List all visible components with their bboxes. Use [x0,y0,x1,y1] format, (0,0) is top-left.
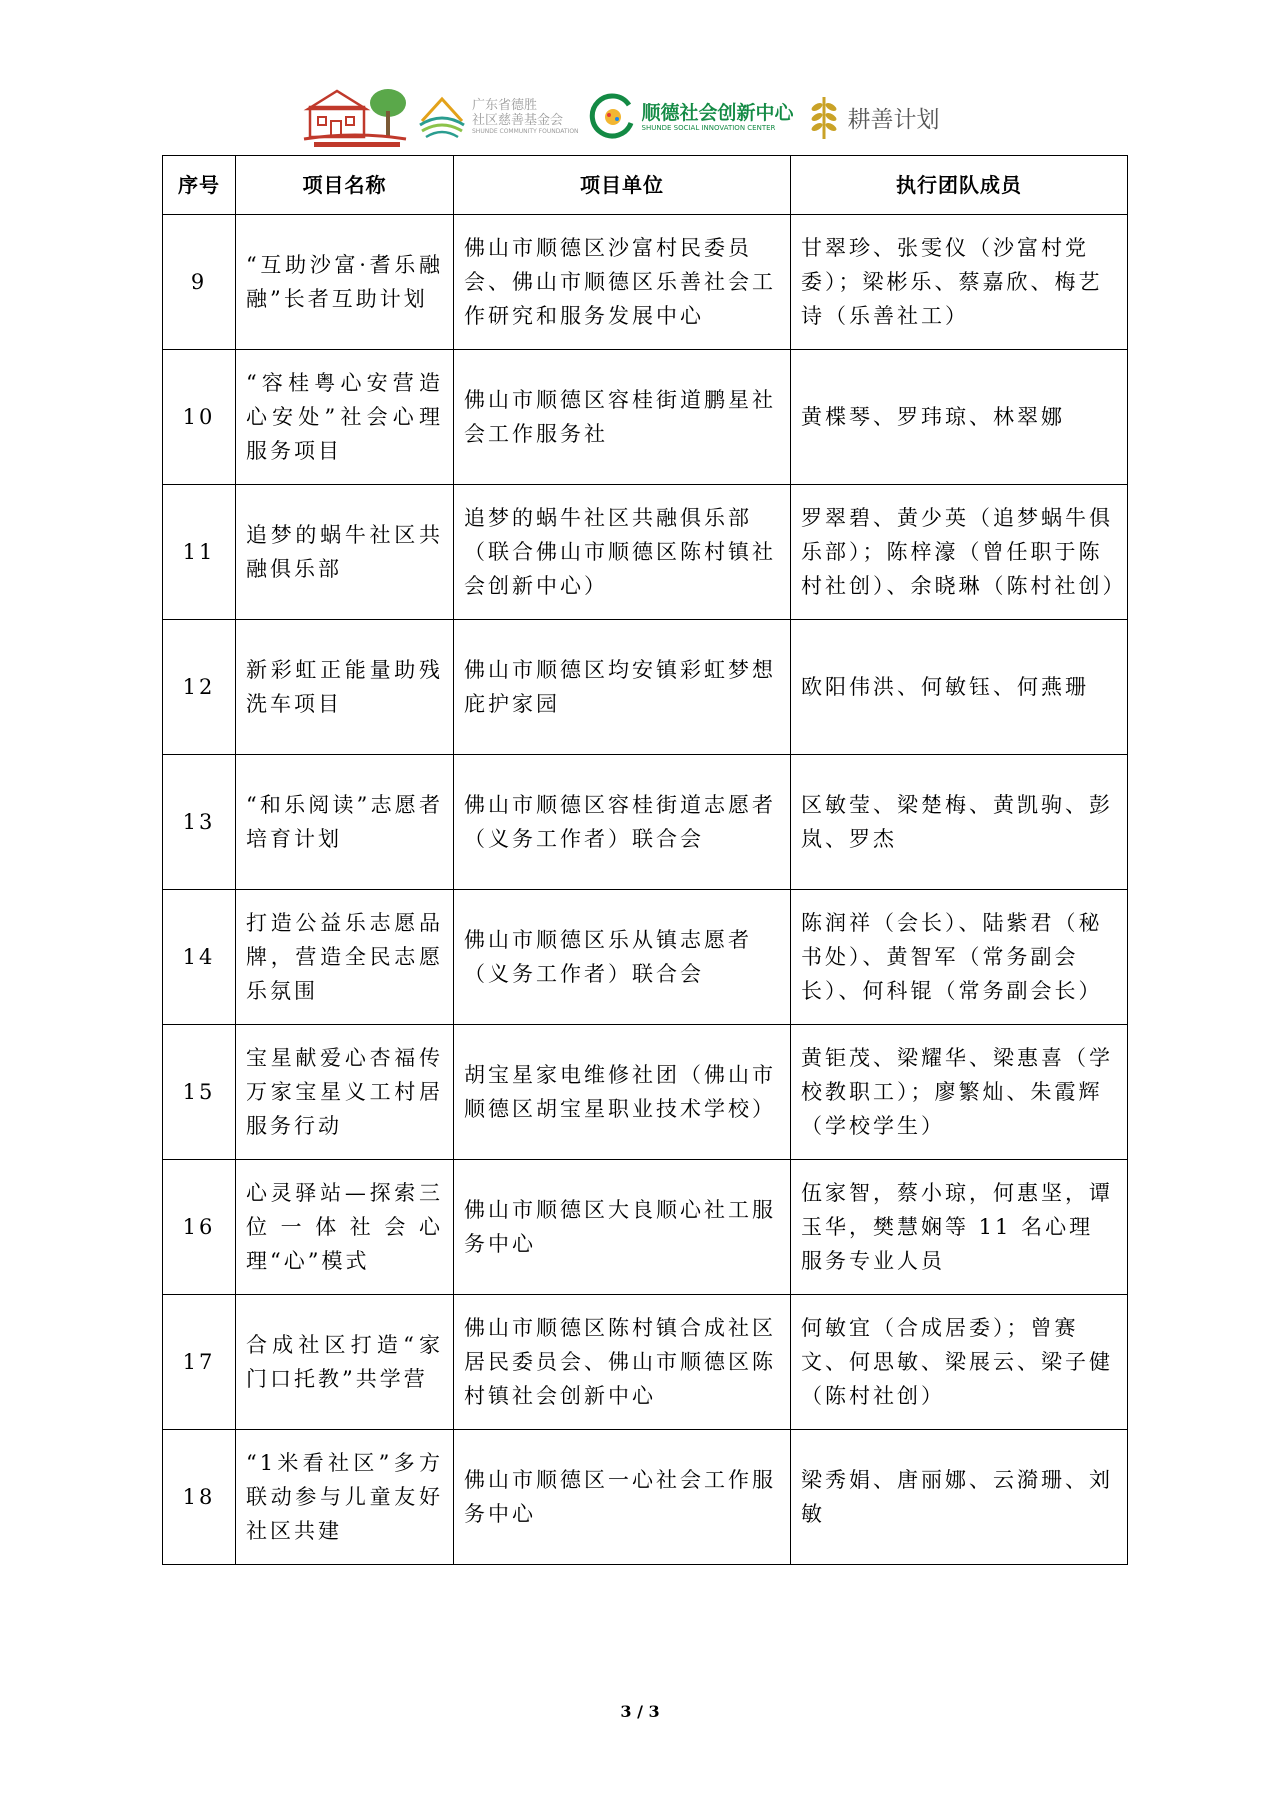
row-team: 伍家智，蔡小琼，何惠坚，谭玉华，樊慧娴等 11 名心理服务专业人员 [791,1160,1128,1295]
innovation-center-name-en: SHUNDE SOCIAL INNOVATION CENTER [641,123,776,132]
table-row [163,755,1128,890]
table-row [163,350,1128,485]
table-row [163,1025,1128,1160]
row-num: 13 [163,755,236,890]
row-project-name: 打造公益乐志愿品牌，营造全民志愿乐氛围 [236,890,454,1025]
row-team: 欧阳伟洪、何敏钰、何燕珊 [791,620,1128,755]
row-team: 区敏莹、梁楚梅、黄凯驹、彭岚、罗杰 [791,755,1128,890]
gengshan-plan-logo [804,93,940,141]
row-num: 11 [163,485,236,620]
gengshan-plan-name: 耕善计划 [847,106,940,133]
row-project-unit: 佛山市顺德区容桂街道志愿者（义务工作者）联合会 [454,755,791,890]
row-project-unit: 佛山市顺德区均安镇彩虹梦想庇护家园 [454,620,791,755]
row-project-unit: 佛山市顺德区容桂街道鹏星社会工作服务社 [454,350,791,485]
community-house-logo [300,85,410,149]
table-row [163,1160,1128,1295]
table-row [163,485,1128,620]
table-header-row [163,156,1128,215]
row-num: 15 [163,1025,236,1160]
row-num: 16 [163,1160,236,1295]
wheat-icon [804,93,844,141]
page-number: 3 / 3 [620,1702,660,1721]
foundation-name-line1: 广东省德胜 [472,98,538,113]
row-team: 梁秀娟、唐丽娜、云漪珊、刘敏 [791,1430,1128,1565]
row-project-unit: 佛山市顺德区乐从镇志愿者（义务工作者）联合会 [454,890,791,1025]
row-num: 12 [163,620,236,755]
row-project-unit: 佛山市顺德区大良顺心社工服务中心 [454,1160,791,1295]
foundation-emblem-icon [416,91,468,143]
row-project-unit: 追梦的蜗牛社区共融俱乐部（联合佛山市顺德区陈村镇社会创新中心） [454,485,791,620]
row-project-name: 宝星献爱心杏福传万家宝星义工村居服务行动 [236,1025,454,1160]
row-team: 黄钜茂、梁耀华、梁惠喜（学校教职工）；廖繁灿、朱霞辉（学校学生） [791,1025,1128,1160]
row-project-unit: 胡宝星家电维修社团（佛山市顺德区胡宝星职业技术学校） [454,1025,791,1160]
row-project-unit: 佛山市顺德区陈村镇合成社区居民委员会、佛山市顺德区陈村镇社会创新中心 [454,1295,791,1430]
row-team: 黄楪琴、罗玮琼、林翠娜 [791,350,1128,485]
logo-bar [300,82,990,152]
row-project-unit: 佛山市顺德区沙富村民委员会、佛山市顺德区乐善社会工作研究和服务发展中心 [454,215,791,350]
row-num: 18 [163,1430,236,1565]
row-project-name: 心灵驿站—探索三位一体社会心理“心”模式 [236,1160,454,1295]
row-project-name: 合成社区打造“家门口托教”共学营 [236,1295,454,1430]
table-row [163,1295,1128,1430]
row-project-name: 新彩虹正能量助残洗车项目 [236,620,454,755]
header-unit: 项目单位 [454,156,791,215]
innovation-center-emblem-icon [589,93,637,141]
row-project-name: “1米看社区”多方联动参与儿童友好社区共建 [236,1430,454,1565]
row-team: 何敏宜（合成居委）；曾赛文、何思敏、梁展云、梁子健（陈村社创） [791,1295,1128,1430]
table-row [163,215,1128,350]
table-row [163,620,1128,755]
project-table [162,155,1128,1565]
row-project-unit: 佛山市顺德区一心社会工作服务中心 [454,1430,791,1565]
header-name: 项目名称 [236,156,454,215]
row-num: 10 [163,350,236,485]
header-num: 序号 [163,156,236,215]
row-project-name: 追梦的蜗牛社区共融俱乐部 [236,485,454,620]
foundation-name-line2: 社区慈善基金会 [472,113,564,128]
row-team: 陈润祥（会长）、陆紫君（秘书处）、黄智军（常务副会长）、何科锟（常务副会长） [791,890,1128,1025]
row-num: 17 [163,1295,236,1430]
row-project-name: “容桂粤心安营造心安处”社会心理服务项目 [236,350,454,485]
header-team: 执行团队成员 [791,156,1128,215]
foundation-logo [416,91,579,143]
row-num: 9 [163,215,236,350]
row-team: 甘翠珍、张雯仪（沙富村党委）；梁彬乐、蔡嘉欣、梅艺诗（乐善社工） [791,215,1128,350]
row-team: 罗翠碧、黄少英（追梦蜗牛俱乐部）；陈梓濠（曾任职于陈村社创）、余晓琳（陈村社创） [791,485,1128,620]
innovation-center-name: 顺德社会创新中心 [641,101,794,124]
row-project-name: “和乐阅读”志愿者培育计划 [236,755,454,890]
row-project-name: “互助沙富·耆乐融融”长者互助计划 [236,215,454,350]
table-row [163,1430,1128,1565]
foundation-name-en: SHUNDE COMMUNITY FOUNDATION [472,128,579,135]
row-num: 14 [163,890,236,1025]
innovation-center-logo [589,93,794,141]
table-row [163,890,1128,1025]
